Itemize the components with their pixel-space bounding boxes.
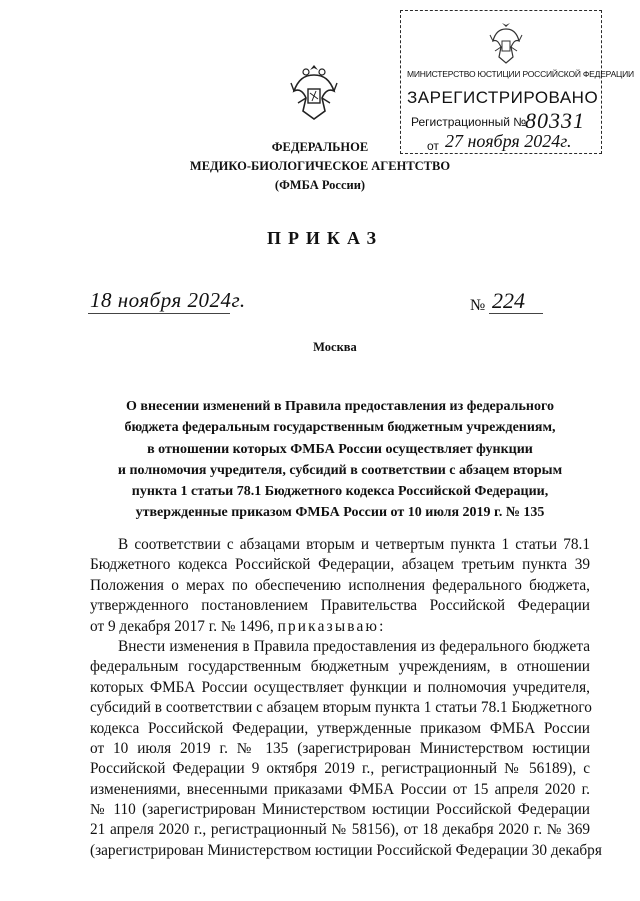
body-line: Положения о мерах по обеспечению исполнения федерального бюджета, xyxy=(90,576,590,594)
coat-of-arms-icon xyxy=(489,21,523,65)
body-line: федеральным государственным бюджетным учреждениям, в отношении xyxy=(90,658,590,676)
number-underline xyxy=(489,313,543,314)
body-line: от 10 июля 2019 г. № 135 (зарегистрирован Министерством юстиции xyxy=(90,739,590,757)
body-line: изменениями, внесенными приказами ФМБА России от 15 апреля 2020 г. xyxy=(90,780,590,798)
order-word: приказываю: xyxy=(277,617,386,635)
stamp-registered: ЗАРЕГИСТРИРОВАНО xyxy=(407,88,599,107)
body-line: которых ФМБА России осуществляет функции и полномочия учредителя, xyxy=(90,678,590,696)
body-line: № 110 (зарегистрирован Министерством юстиции Российской Федерации xyxy=(90,801,590,819)
order-number: 224 xyxy=(492,288,525,313)
date-underline xyxy=(88,313,230,314)
order-date: 18 ноября 2024г. xyxy=(90,288,246,312)
stamp-ministry: МИНИСТЕРСТВО ЮСТИЦИИ РОССИЙСКОЙ ФЕДЕРАЦИИ xyxy=(407,69,634,79)
stamp-date-value: 27 ноября 2024г. xyxy=(445,131,572,151)
agency-line-1: ФЕДЕРАЛЬНОЕ xyxy=(271,140,369,154)
body-line: (зарегистрирован Министерством юстиции Российской Федерации 30 декабря xyxy=(90,841,602,859)
body-line-with-order xyxy=(90,617,590,637)
stamp-regnum-value: 80331 xyxy=(525,108,585,133)
body-line: Внести изменения в Правила предоставления из федерального бюджета xyxy=(118,637,590,655)
order-body xyxy=(90,535,602,861)
stamp-date-label: от xyxy=(427,139,439,153)
body-line: В соответствии с абзацами вторым и четвертым пункта 1 статьи 78.1 xyxy=(118,536,590,553)
agency-header xyxy=(150,138,490,195)
stamp-regnum-label: Регистрационный № xyxy=(411,115,527,129)
subject-line: и полномочия учредителя, субсидий в соответствии с абзацем вторым xyxy=(117,462,563,478)
subject-line: О внесении изменений в Правила предоставления из федерального xyxy=(126,399,554,414)
body-line: 21 апреля 2020 г., регистрационный № 58156), от 18 декабря 2020 г. № 369 xyxy=(90,821,590,839)
number-sign: № xyxy=(470,297,486,314)
agency-line-3: (ФМБА России) xyxy=(274,178,366,192)
agency-line-2: МЕДИКО-БИОЛОГИЧЕСКОЕ АГЕНТСТВО xyxy=(189,159,451,173)
subject-line: в отношении которых ФМБА России осуществляет функции xyxy=(147,441,533,457)
body-line: Бюджетного кодекса Российской Федерации, абзацем третьим пункта 39 xyxy=(90,556,590,574)
body-line: кодекса Российской Федерации, утвержденные приказом ФМБА России xyxy=(90,719,590,737)
body-line: утвержденного постановлением Правительства Российской Федерации xyxy=(90,597,590,615)
document-title: ПРИКАЗ xyxy=(266,228,384,248)
registration-stamp xyxy=(400,10,634,154)
coat-of-arms-icon xyxy=(290,63,338,121)
body-line: субсидий в соответствии с абзацем вторым пункта 1 статьи 78.1 Бюджетного xyxy=(90,699,592,717)
city: Москва xyxy=(313,340,357,354)
body-line: Российской Федерации 9 октября 2019 г., регистрационный № 56189), с xyxy=(90,760,590,778)
body-line-text: от 9 декабря 2017 г. № 1496, xyxy=(90,617,274,635)
subject-line: утвержденные приказом ФМБА России от 10 июля 2019 г. № 135 xyxy=(135,505,545,521)
subject-line: пункта 1 статьи 78.1 Бюджетного кодекса Российской Федерации, xyxy=(131,484,549,500)
subject-line: бюджета федеральным государственным бюджетным учреждениям, xyxy=(124,420,556,436)
order-subject xyxy=(90,396,590,524)
